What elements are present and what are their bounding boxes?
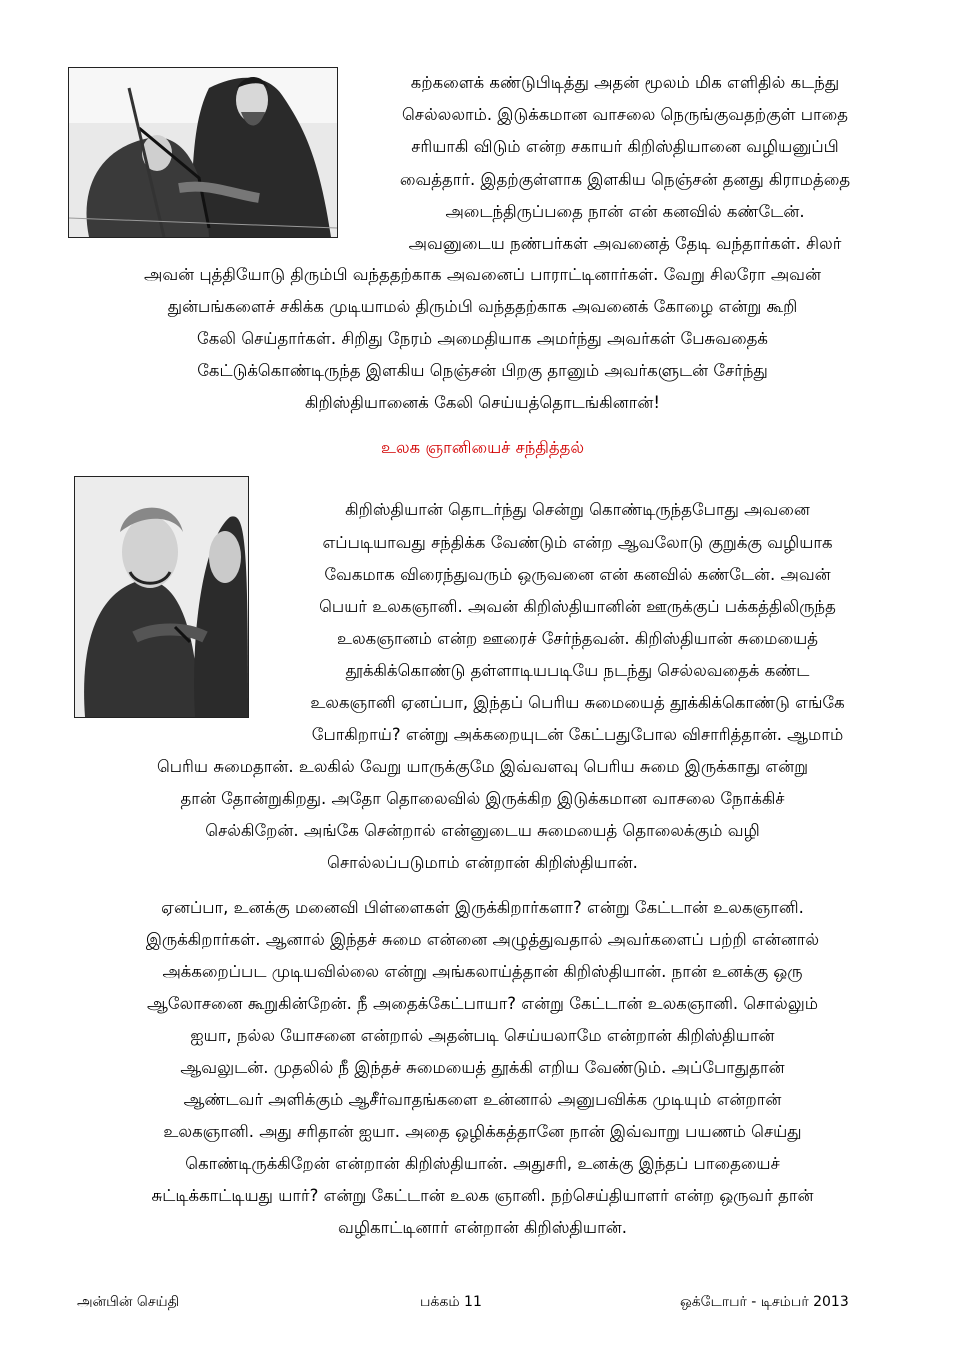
text-line: கேலி செய்தார்கள். சிறிது நேரம் அமைதியாக அமர்ந்து அவர்கள் பேசுவதைக் (197, 329, 768, 348)
text-line: சுட்டிக்காட்டியது யார்? என்று கேட்டான் உலக ஞானி. நற்செய்தியாளர் என்ற ஒருவர் தான் (151, 1186, 814, 1205)
footer-page-number: பக்கம் 11 (420, 1294, 482, 1310)
text-line: அவனுடைய நண்பர்கள் அவனைத் தேடி வந்தார்கள். சிலர் (408, 234, 842, 253)
text-line: அக்கறைப்பட முடியவில்லை என்று அங்கலாய்த்தான் கிறிஸ்தியான். நான் உனக்கு ஒரு (162, 962, 803, 981)
text-line: கிறிஸ்தியானைக் கேலி செய்யத்தொடங்கினான்! (304, 393, 661, 412)
text-line: துன்பங்களைச் சகிக்க முடியாமல் திரும்பி வந்ததற்காக அவனைக் கோழை என்று கூறி (167, 297, 798, 316)
text-line: ஏனப்பா, உனக்கு மனைவி பிள்ளைகள் இருக்கிறார்களா? என்று கேட்டான் உலகஞானி. (161, 898, 804, 917)
footer-publication-name: அன்பின் செய்தி (77, 1294, 180, 1310)
text-line: கிறிஸ்தியான் தொடர்ந்து சென்று கொண்டிருந்தபோது அவனை (345, 500, 810, 519)
text-line: கொண்டிருக்கிறேன் என்றான் கிறிஸ்தியான். அதுசரி, உனக்கு இந்தப் பாதையைச் (185, 1154, 780, 1173)
text-line: கற்களைக் கண்டுபிடித்து அதன் மூலம் மிக எளிதில் கடந்து (410, 73, 840, 92)
illustration-worldly-wiseman (74, 476, 249, 718)
section-heading: உலக ஞானியைச் சந்தித்தல் (380, 438, 585, 457)
text-line: உலகஞானி ஏனப்பா, இந்தப் பெரிய சுமையைத் தூக்கிக்கொண்டு எங்கே (310, 693, 845, 712)
text-line: சொல்லப்படுமாம் என்றான் கிறிஸ்தியான். (327, 853, 638, 872)
text-line: போகிறாய்? என்று அக்கறையுடன் கேட்பதுபோல விசாரித்தான். ஆமாம் (311, 725, 844, 744)
text-line: ஆண்டவர் அளிக்கும் ஆசீர்வாதங்களை உன்னால் அனுபவிக்க முடியும் என்றான் (183, 1090, 782, 1109)
text-line: பெயர் உலகஞானி. அவன் கிறிஸ்தியானின் ஊருக்குப் பக்கத்திலிருந்த (319, 597, 836, 616)
text-line: வழிகாட்டினார் என்றான் கிறிஸ்தியான். (338, 1218, 627, 1237)
text-line: இருக்கிறார்கள். ஆனால் இந்தச் சுமை என்னை அழுத்துவதால் அவர்களைப் பற்றி என்னால் (145, 930, 820, 949)
text-line: ஆலோசனை கூறுகின்றேன். நீ அதைக்கேட்பாயா? என்று கேட்டான் உலகஞானி. சொல்லும் (146, 994, 818, 1013)
text-line: எப்படியாவது சந்திக்க வேண்டும் என்ற ஆவலோடு குறுக்கு வழியாக (322, 533, 833, 552)
text-line: ஐயா, நல்ல யோசனை என்றால் அதன்படி செய்யலாமே என்றான் கிறிஸ்தியான் (190, 1026, 775, 1045)
text-line: பெரிய சுமைதான். உலகில் வேறு யாருக்குமே இவ்வளவு பெரிய சுமை இருக்காது என்று (156, 757, 809, 776)
text-line: கேட்டுக்கொண்டிருந்த இளகிய நெஞ்சன் பிறகு தானும் அவர்களுடன் சேர்ந்து (197, 361, 768, 380)
text-line: வைத்தார். இதற்குள்ளாக இளகிய நெஞ்சன் தனது கிராமத்தை (399, 170, 851, 189)
text-line: உலகஞானி. அது சரிதான் ஐயா. அதை ஒழிக்கத்தானே நான் இவ்வாறு பயணம் செய்து (163, 1122, 802, 1141)
text-line: அடைந்திருப்பதை நான் என் கனவில் கண்டேன். (445, 202, 805, 221)
illustration-sahayar-christian (68, 67, 338, 238)
text-line: தான் தோன்றுகிறது. அதோ தொலைவில் இருக்கிற இடுக்கமான வாசலை நோக்கிச் (180, 789, 785, 808)
text-line: அவன் புத்தியோடு திரும்பி வந்ததற்காக அவனைப் பாராட்டினார்கள். வேறு சிலரோ அவன் (144, 265, 821, 284)
text-line: சரியாகி விடும் என்ற சகாயர் கிறிஸ்தியானை வழியனுப்பி (411, 137, 839, 156)
text-line: வேகமாக விரைந்துவரும் ஒருவனை என் கனவில் கண்டேன். அவன் (324, 565, 831, 584)
text-line: உலகஞானம் என்ற ஊரைச் சேர்ந்தவன். கிறிஸ்தியான் சுமையைத் (337, 629, 818, 648)
text-line: செல்லலாம். இடுக்கமான வாசலை நெருங்குவதற்குள் பாதை (401, 105, 849, 124)
text-line: செல்கிறேன். அங்கே சென்றால் என்னுடைய சுமையைத் தொலைக்கும் வழி (205, 821, 760, 840)
footer-issue-date: ஒக்டோபர் - டிசம்பர் 2013 (680, 1294, 849, 1310)
text-line: ஆவலுடன். முதலில் நீ இந்தச் சுமையைத் தூக்கி எறிய வேண்டும். அப்போதுதான் (180, 1058, 785, 1077)
text-line: தூக்கிக்கொண்டு தள்ளாடியபடியே நடந்து செல்லவதைக் கண்ட (345, 661, 810, 680)
